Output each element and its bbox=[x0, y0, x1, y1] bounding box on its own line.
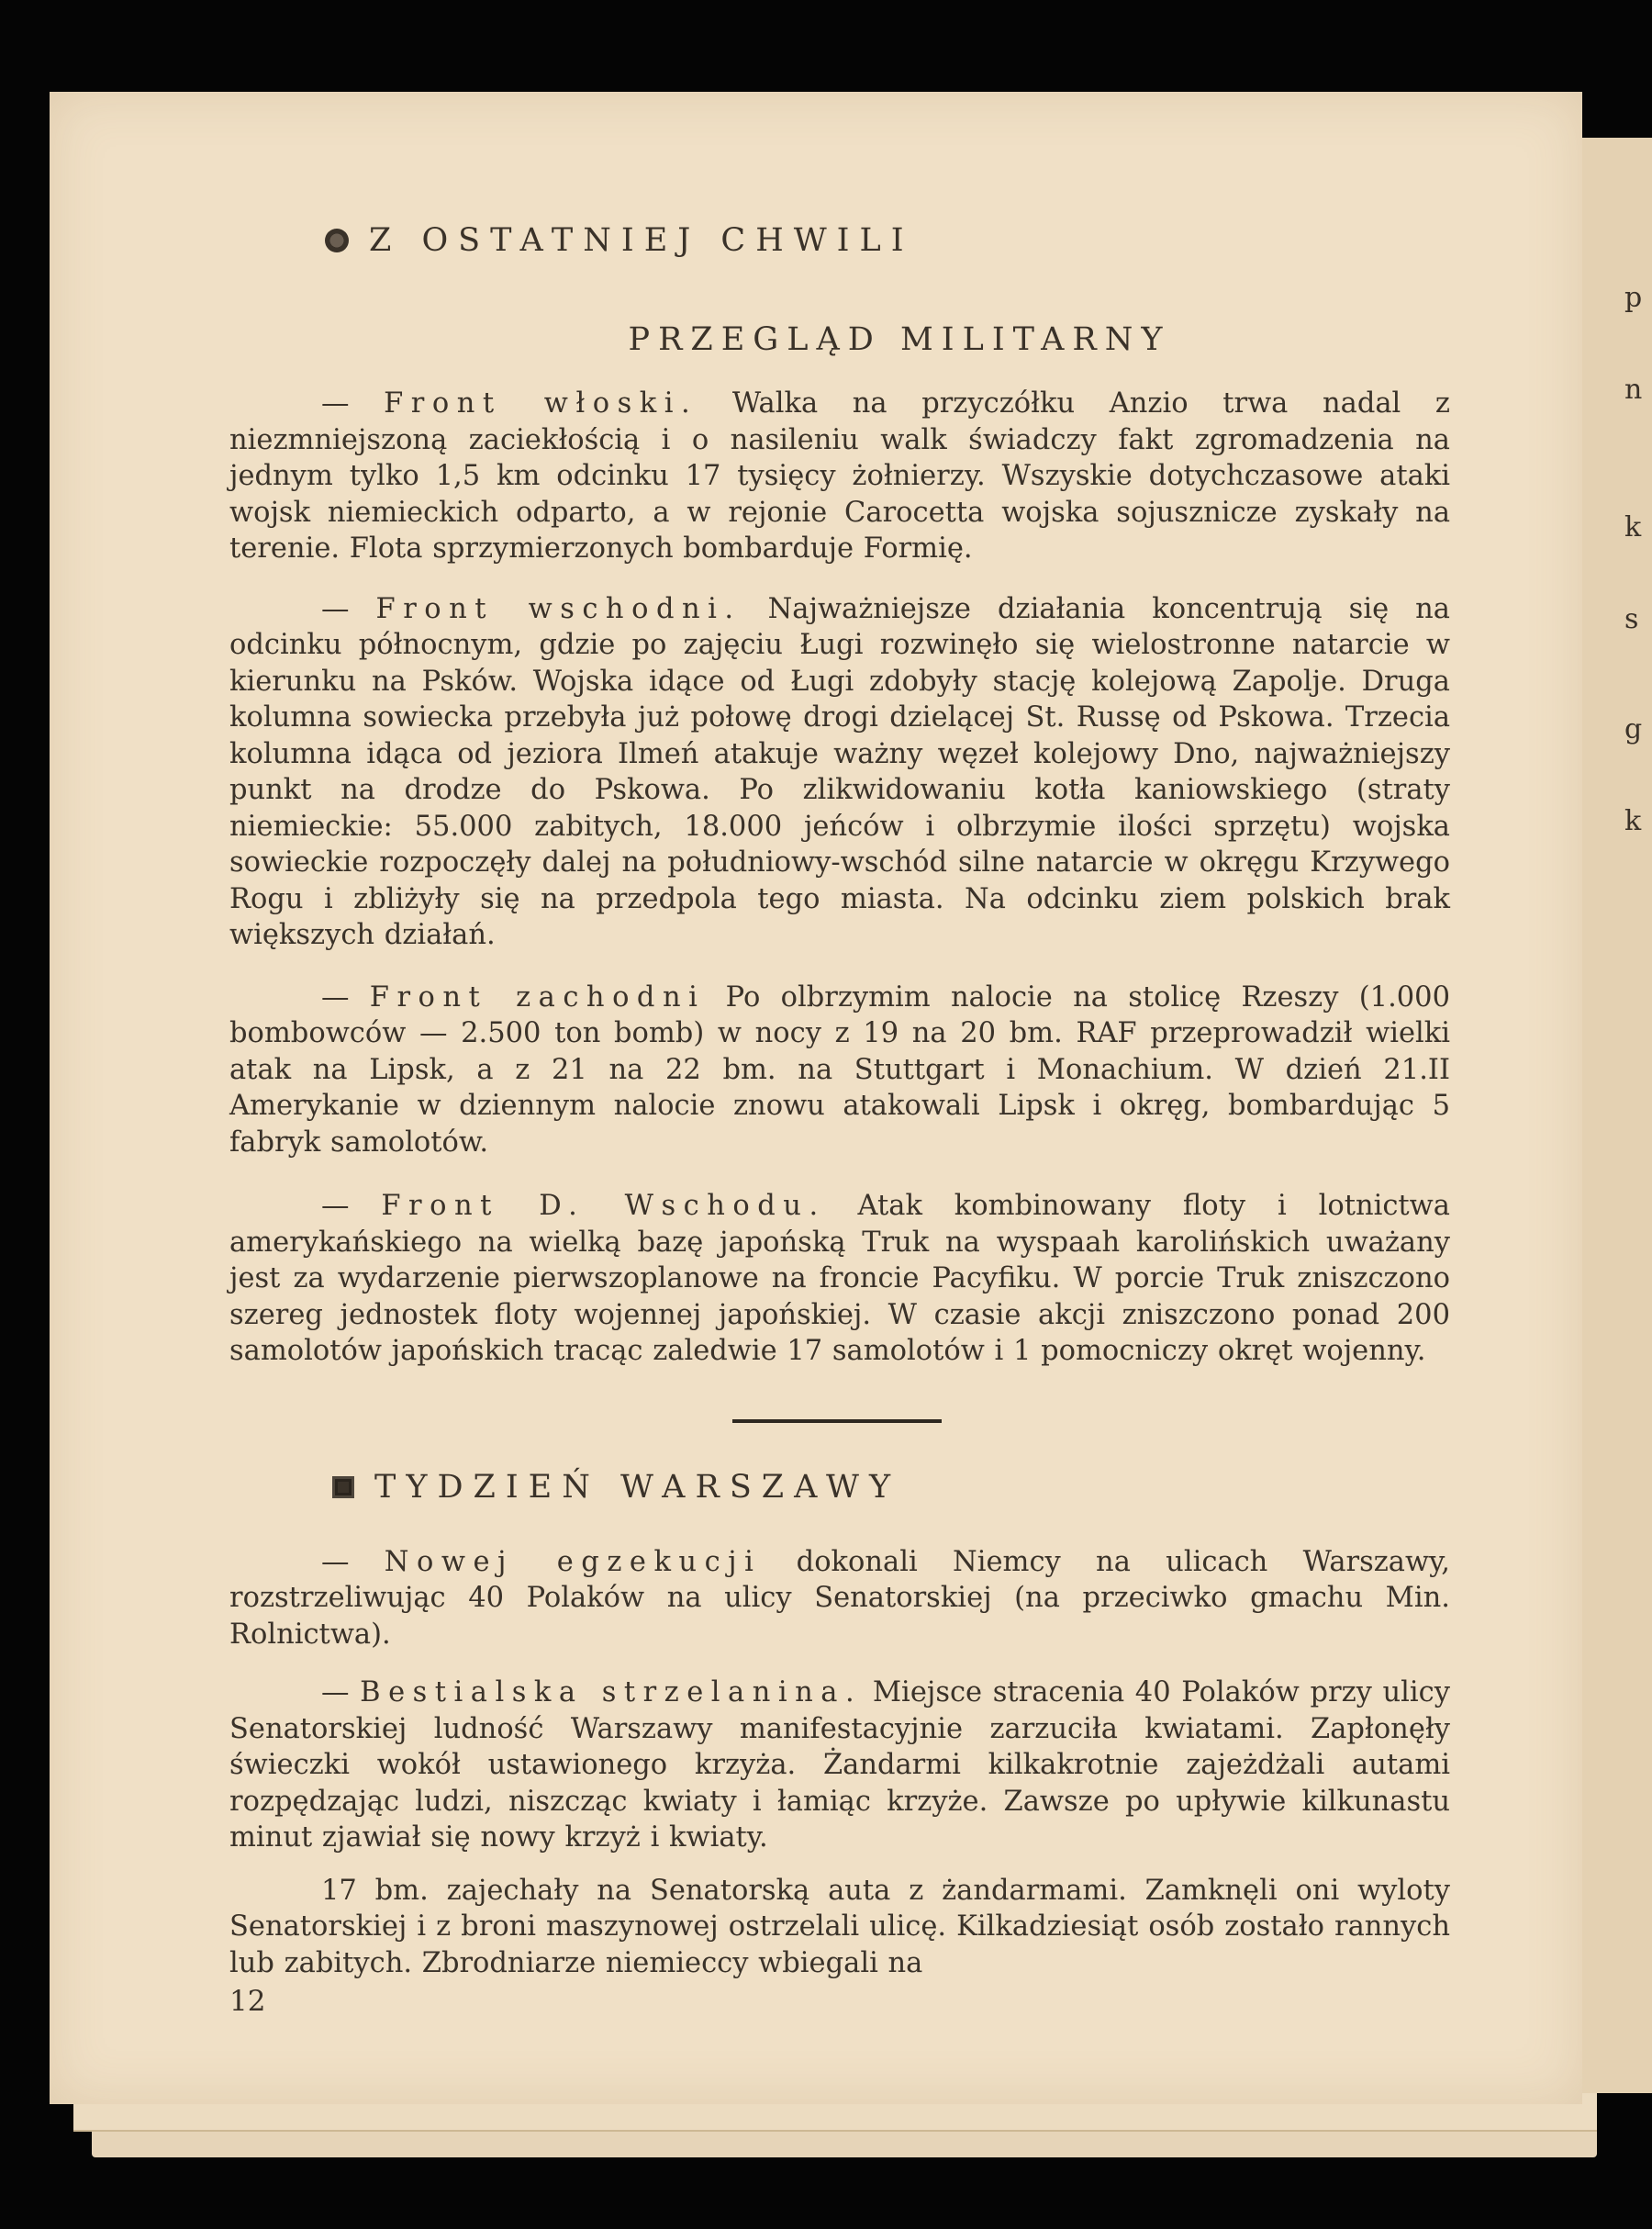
paragraph-lead: Front zachodni bbox=[369, 980, 706, 1014]
paragraph-text: 17 bm. zajechały na Senatorską auta z żandarmami. Zamknęli oni wyloty Senatorskiej i z broni maszynowej ostrzelali ulicę. Kilkadziesiąt osób zostało rannych lub zabitych. Zbrodniarze niemieccy wbiegali na bbox=[229, 1874, 1450, 1979]
section-title: Z OSTATNIEJ CHWILI bbox=[369, 222, 914, 259]
margin-fragment: g bbox=[1624, 713, 1643, 745]
paragraph-lead: Front D. Wschodu. bbox=[381, 1190, 826, 1222]
paragraph-text: Walka na przyczółku Anzio trwa nadal z niezmniejszoną zaciekłością i o nasileniu walk świadczy fakt zgromadzenia na jednym tylko 1,5 km odcinku 17 tysięcy żołnierzy. Wszyskie dotychczasowe ataki wojsk niemieckich odparto, a w rejonie Carocetta wojska sojusznicze zyskały na terenie. Flota sprzymierzonych bombarduje Formię. bbox=[229, 387, 1450, 565]
paragraph-lead: Bestialska strzelanina. bbox=[360, 1676, 863, 1708]
article-paragraph bbox=[229, 591, 1450, 954]
margin-fragment: p bbox=[1624, 282, 1643, 314]
dash: — bbox=[321, 980, 350, 1014]
page-content bbox=[229, 213, 1450, 2018]
article-paragraph bbox=[229, 1675, 1450, 1856]
square-bullet-icon bbox=[332, 1476, 354, 1498]
article-paragraph bbox=[229, 980, 1450, 1161]
paragraph-lead: Front włoski. bbox=[384, 387, 698, 420]
page-number: 12 bbox=[229, 1985, 266, 2018]
article-paragraph bbox=[229, 1188, 1450, 1370]
margin-fragment: s bbox=[1624, 603, 1639, 635]
section-title: TYDZIEŃ WARSZAWY bbox=[374, 1468, 901, 1506]
paragraph-lead: Nowej egzekucji bbox=[384, 1545, 762, 1578]
article-paragraph bbox=[229, 386, 1450, 567]
paragraph-text: Najważniejsze działania koncentrują się na odcinku północnym, gdzie po zajęciu Ługi rozwinęło się wielostronne natarcie w kierunku na Psków. Wojska idące od Ługi zdobyły stację kolejową Zapolje. Druga kolumna sowiecka przebyła już połowę drogi dzielącej St. Russę od Pskowa. Trzecia kolumna idąca od jeziora Ilmeń atakuje ważny węzeł kolejowy Dno, najważniejszy punkt na drodze do Pskowa. Po zlikwidowaniu kotła kaniowskiego (straty niemieckie: 55.000 zabitych, 18.000 jeńców i olbrzymie ilości sprzętu) wojska sowieckie rozpoczęły dalej na południowy-wschód silne natarcie w okręgu Krzywego Rogu i zbliżyły się na przedpola tego miasta. Na odcinku ziem polskich brak większych działań. bbox=[229, 592, 1450, 951]
circle-bullet-icon bbox=[325, 229, 349, 252]
paragraph-lead: Front wschodni. bbox=[375, 592, 742, 625]
paragraph-text: Po olbrzymim nalocie na stolicę Rzeszy (1.000 bombowców — 2.500 ton bomb) w nocy z 19 na 20 bm. RAF przeprowadził wielki atak na Lipsk, a z 21 na 22 bm. na Stuttgart i Monachium. W dzień 21.II Amerykanie w dziennym nalocie znowu atakowali Lipsk i okręg, bombardując 5 fabryk samolotów. bbox=[229, 980, 1450, 1159]
paragraph-text: Miejsce stracenia 40 Polaków przy ulicy Senatorskiej ludność Warszawy manifestacyjnie zarzuciła kwiatami. Zapłonęły świeczki wokół ustawionego krzyża. Żandarmi kilkakrotnie zajeżdżali autami rozpędzając ludzi, niszcząc kwiaty i łamiąc krzyże. Zawsze po upływie kilkunastu minut zjawiał się nowy krzyż i kwiaty. bbox=[229, 1676, 1450, 1854]
margin-fragment: k bbox=[1624, 805, 1642, 837]
section-heading bbox=[229, 1460, 1450, 1515]
section-divider bbox=[732, 1419, 942, 1423]
paragraph-text: dokonali Niemcy na ulicach Warszawy, rozstrzeliwując 40 Polaków na ulicy Senatorskiej (na przeciwko gmachu Min. Rolnictwa). bbox=[229, 1545, 1450, 1651]
article-paragraph bbox=[229, 1544, 1450, 1653]
dash: — bbox=[321, 1676, 350, 1708]
paragraph-text: Atak kombinowany floty i lotnictwa amerykańskiego na wielką bazę japońską Truk na wyspaah karolińskich uważany jest za wydarzenie pierwszoplanowe na froncie Pacyfiku. W porcie Truk zniszczono szereg jednostek floty wojennej japońskiej. W czasie akcji zniszczono ponad 200 samolotów japońskich tracąc zaledwie 17 samolotów i 1 pomocniczy okręt wojenny. bbox=[229, 1190, 1450, 1367]
dash: — bbox=[321, 592, 350, 625]
margin-fragment: k bbox=[1624, 511, 1642, 543]
dash: — bbox=[321, 387, 350, 420]
subsection-title: PRZEGLĄD MILITARNY bbox=[628, 321, 1171, 358]
adjacent-page-fragments bbox=[1624, 282, 1652, 900]
article-paragraph bbox=[229, 1873, 1450, 1982]
dash: — bbox=[321, 1545, 350, 1578]
section-heading bbox=[229, 213, 1450, 268]
margin-fragment: n bbox=[1624, 374, 1643, 406]
dash: — bbox=[321, 1190, 350, 1222]
